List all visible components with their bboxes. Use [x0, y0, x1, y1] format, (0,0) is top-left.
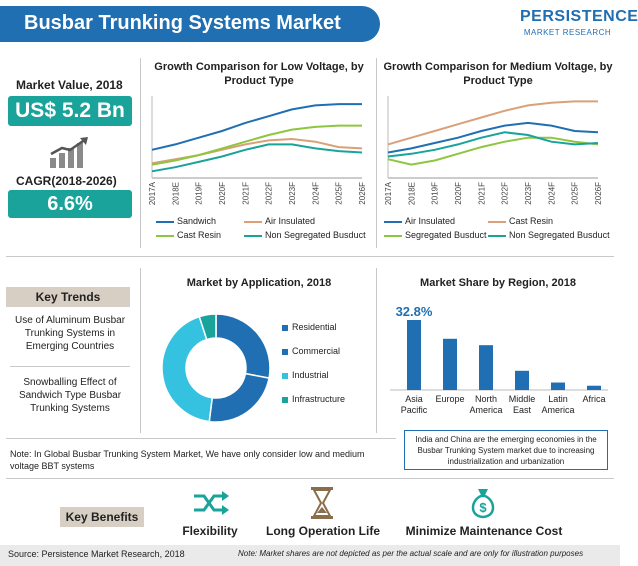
- legend-swatch: [384, 235, 402, 237]
- key-trends-heading: Key Trends: [6, 287, 130, 307]
- application-donut-chart: [160, 312, 272, 424]
- x-tick-label: America: [469, 405, 503, 415]
- series-line: [388, 123, 598, 153]
- note-text: Note: In Global Busbar Trunking System Market, We have only consider low and medium voltage BBT systems: [10, 449, 365, 471]
- benefit-minimize-maintenance-cost: Minimize Maintenance Cost: [405, 524, 563, 538]
- legend-label: Industrial: [292, 370, 329, 380]
- benefit-flexibility: Flexibility: [182, 524, 238, 538]
- trend-item: Snowballing Effect of Sandwich Type Busbar Trunking Systems: [18, 377, 122, 414]
- legend-swatch: [282, 397, 288, 403]
- x-tick-label: Asia: [405, 394, 423, 404]
- chart-title-low-voltage: Growth Comparison for Low Voltage, by Product Type: [154, 61, 364, 87]
- x-tick-label: 2026F: [594, 182, 603, 205]
- legend-item: [488, 230, 610, 240]
- chart-title-application: Market by Application, 2018: [186, 277, 332, 289]
- divider: [376, 58, 377, 248]
- donut-slice: [209, 374, 269, 422]
- legend-swatch: [282, 349, 288, 355]
- x-tick-label: 2024F: [547, 182, 557, 205]
- x-tick-label: America: [541, 405, 575, 415]
- bar: [407, 320, 421, 390]
- divider: [10, 366, 130, 367]
- low-voltage-line-chart: [146, 92, 372, 214]
- x-tick-label: 2023F: [524, 182, 533, 205]
- legend-item: [156, 216, 216, 226]
- legend-item: [282, 394, 345, 404]
- legend-label: Air Insulated: [405, 216, 456, 226]
- benefit-long-operation-life: Long Operation Life: [266, 524, 380, 538]
- legend-swatch: [488, 235, 506, 237]
- legend-swatch: [488, 221, 506, 223]
- x-tick-label: 2018E: [171, 182, 181, 206]
- divider: [140, 268, 141, 433]
- legend-label: Non Segregated Busduct: [509, 230, 610, 240]
- legend-item: [156, 230, 221, 240]
- x-tick-label: East: [512, 405, 532, 415]
- x-tick-label: Europe: [435, 394, 465, 404]
- logo-sub-text: MARKET RESEARCH: [523, 28, 612, 37]
- legend-item: [244, 230, 366, 240]
- footnote-text: Note: Market shares are not depicted as per the actual scale and are only for illustration purposes: [238, 549, 584, 558]
- x-tick-label: 2023F: [288, 182, 297, 205]
- legend-swatch: [156, 235, 174, 237]
- legend-swatch: [282, 325, 288, 331]
- x-tick-label: Middle: [508, 394, 536, 404]
- bar: [479, 345, 493, 390]
- x-tick-label: North: [474, 394, 498, 404]
- legend-label: Segregated Busduct: [405, 230, 487, 240]
- legend-label: Commercial: [292, 346, 341, 356]
- cagr-box: [8, 190, 132, 218]
- legend-label: Sandwich: [177, 216, 217, 226]
- market-value-box: [8, 96, 132, 126]
- cagr-value: 6.6%: [47, 193, 93, 215]
- legend-swatch: [244, 221, 262, 223]
- persistence-logo: [520, 4, 638, 46]
- series-line: [388, 138, 598, 165]
- divider: [6, 478, 614, 479]
- x-tick-label: 2026F: [358, 182, 367, 205]
- x-tick-label: 2018E: [407, 182, 417, 206]
- x-tick-label: Africa: [582, 394, 606, 404]
- x-tick-label: Pacific: [400, 405, 428, 415]
- legend-item: [282, 346, 340, 356]
- x-tick-label: 2022F: [500, 182, 510, 205]
- divider: [140, 58, 141, 248]
- donut-slice: [216, 314, 270, 378]
- x-tick-label: 2019F: [194, 182, 204, 205]
- emerging-economies-note: India and China are the emerging economies in the Busbar Trunking System market due to increasing industrialization and urbanization: [404, 430, 608, 470]
- x-tick-label: 2025F: [570, 182, 580, 205]
- flexibility-icon: [190, 486, 230, 520]
- x-tick-label: 2024F: [311, 182, 321, 205]
- legend-label: Cast Resin: [509, 216, 554, 226]
- x-tick-label: Latin: [548, 394, 568, 404]
- legend-item: [384, 216, 455, 226]
- bar: [515, 371, 529, 390]
- trend-item: Use of Aluminum Busbar Trunking Systems in Emerging Countries: [14, 315, 126, 352]
- medium-voltage-line-chart: [382, 92, 608, 214]
- divider: [376, 268, 377, 433]
- x-tick-label: 2021F: [477, 182, 487, 205]
- key-benefits-heading: Key Benefits: [60, 507, 144, 527]
- svg-text:$: $: [479, 500, 487, 515]
- cagr-label: CAGR(2018-2026): [16, 174, 117, 188]
- hourglass-icon: [308, 486, 336, 520]
- legend-item: [244, 216, 315, 226]
- legend-swatch: [282, 373, 288, 379]
- legend-label: Cast Resin: [177, 230, 222, 240]
- money-bag-icon: [466, 486, 500, 520]
- x-tick-label: 2019F: [430, 182, 440, 205]
- legend-label: Residential: [292, 322, 337, 332]
- legend-swatch: [384, 221, 402, 223]
- legend-swatch: [156, 221, 174, 223]
- x-tick-label: 2025F: [334, 182, 344, 205]
- x-tick-label: 2021F: [241, 182, 251, 205]
- x-tick-label: 2017A: [148, 182, 157, 206]
- chart-title-medium-voltage: Growth Comparison for Medium Voltage, by Product Type: [383, 61, 613, 87]
- x-tick-label: 2017A: [384, 182, 393, 206]
- divider: [6, 256, 614, 257]
- market-value: US$ 5.2 Bn: [15, 99, 125, 122]
- bar: [443, 339, 457, 390]
- x-tick-label: 2022F: [264, 182, 274, 205]
- legend-label: Non Segregated Busduct: [265, 230, 366, 240]
- logo-main-text: PERSISTENCE: [520, 8, 638, 25]
- market-value-label: Market Value, 2018: [16, 78, 123, 92]
- series-line: [388, 101, 598, 144]
- chart-title-region: Market Share by Region, 2018: [420, 277, 576, 289]
- source-text: Source: Persistence Market Research, 2018: [8, 549, 185, 559]
- x-tick-label: 2020F: [218, 182, 227, 205]
- legend-item: [384, 230, 487, 240]
- legend-item: [488, 216, 553, 226]
- bar: [551, 383, 565, 390]
- bar: [587, 386, 601, 390]
- legend-label: Infrastructure: [292, 394, 346, 404]
- legend-swatch: [244, 235, 262, 237]
- legend-item: [282, 322, 337, 332]
- bar-value-label: 32.8%: [395, 304, 433, 319]
- region-bar-chart: [386, 298, 612, 422]
- legend-item: [282, 370, 329, 380]
- legend-label: Air Insulated: [265, 216, 316, 226]
- growth-chart-icon: [48, 136, 92, 170]
- page-title: Busbar Trunking Systems Market: [24, 12, 341, 34]
- divider: [6, 438, 396, 439]
- x-tick-label: 2020F: [454, 182, 463, 205]
